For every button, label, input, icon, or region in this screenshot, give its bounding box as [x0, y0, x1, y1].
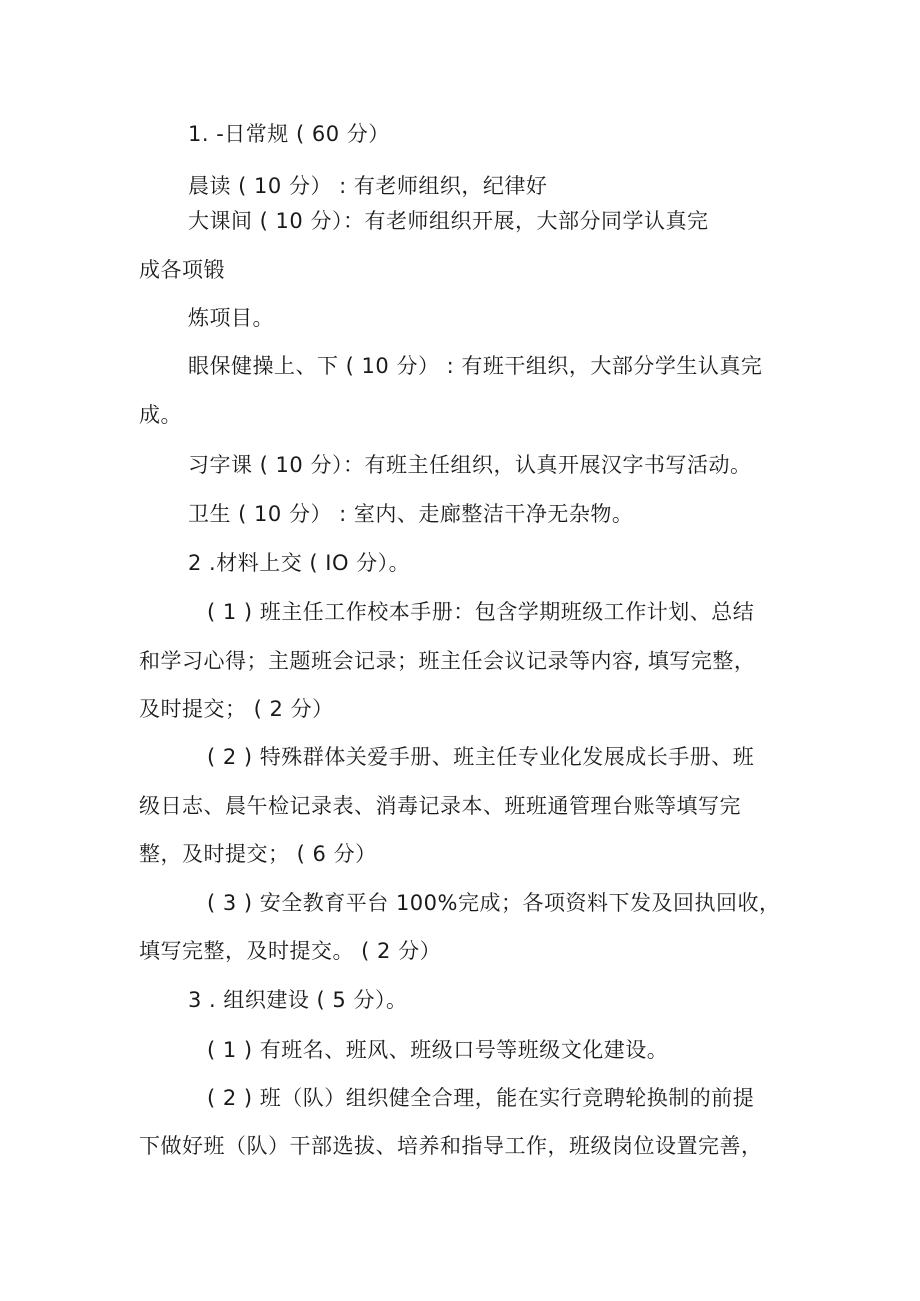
- paragraph-line: ( 3 ) 安全教育平台 100%完成；各项资料下发及回执回收，: [207, 891, 781, 915]
- paragraph-line: 晨读 ( 10 分） : 有老师组织，纪律好: [188, 174, 548, 198]
- paragraph-line: 成。: [139, 403, 182, 427]
- section-2-heading: 2 .材料上交 ( IO 分）。: [188, 551, 411, 575]
- section-3-heading: 3 . 组织建设 ( 5 分）。: [188, 988, 408, 1012]
- paragraph-line: ( 1 ) 班主任工作校本手册：包含学期班级工作计划、总结: [207, 600, 755, 624]
- paragraph-line: 和学习心得；主题班会记录；班主任会议记录等内容, 填写完整，: [139, 649, 756, 673]
- paragraph-line: 眼保健操上、下 ( 10 分） : 有班干组织，大部分学生认真完: [188, 354, 763, 378]
- paragraph-line: 整，及时提交； ( 6 分）: [139, 842, 377, 866]
- paragraph-line: 成各项锻: [139, 258, 225, 282]
- section-1-heading: 1. -日常规 ( 60 分）: [188, 122, 390, 146]
- paragraph-line: 卫生 ( 10 分） : 室内、走廊整洁干净无杂物。: [188, 502, 634, 526]
- paragraph-line: ( 2 ) 班（队）组织健全合理，能在实行竞聘轮换制的前提: [207, 1086, 755, 1110]
- paragraph-line: 下做好班（队）干部选拔、培养和指导工作，班级岗位设置完善，: [139, 1134, 763, 1158]
- paragraph-line: 炼项目。: [188, 306, 274, 330]
- paragraph-line: 大课间 ( 10 分）：有老师组织开展，大部分同学认真完: [188, 209, 709, 233]
- paragraph-line: 填写完整，及时提交。 ( 2 分）: [139, 939, 442, 963]
- paragraph-line: 及时提交； ( 2 分）: [139, 697, 334, 721]
- paragraph-line: 习字课 ( 10 分）：有班主任组织，认真开展汉字书写活动。: [188, 453, 752, 477]
- paragraph-line: ( 1 ) 有班名、班风、班级口号等班级文化建设。: [207, 1038, 669, 1062]
- paragraph-line: ( 2 ) 特殊群体关爱手册、班主任专业化发展成长手册、班: [207, 745, 755, 769]
- paragraph-line: 级日志、晨午检记录表、消毒记录本、班班通管理台账等填写完: [139, 794, 741, 818]
